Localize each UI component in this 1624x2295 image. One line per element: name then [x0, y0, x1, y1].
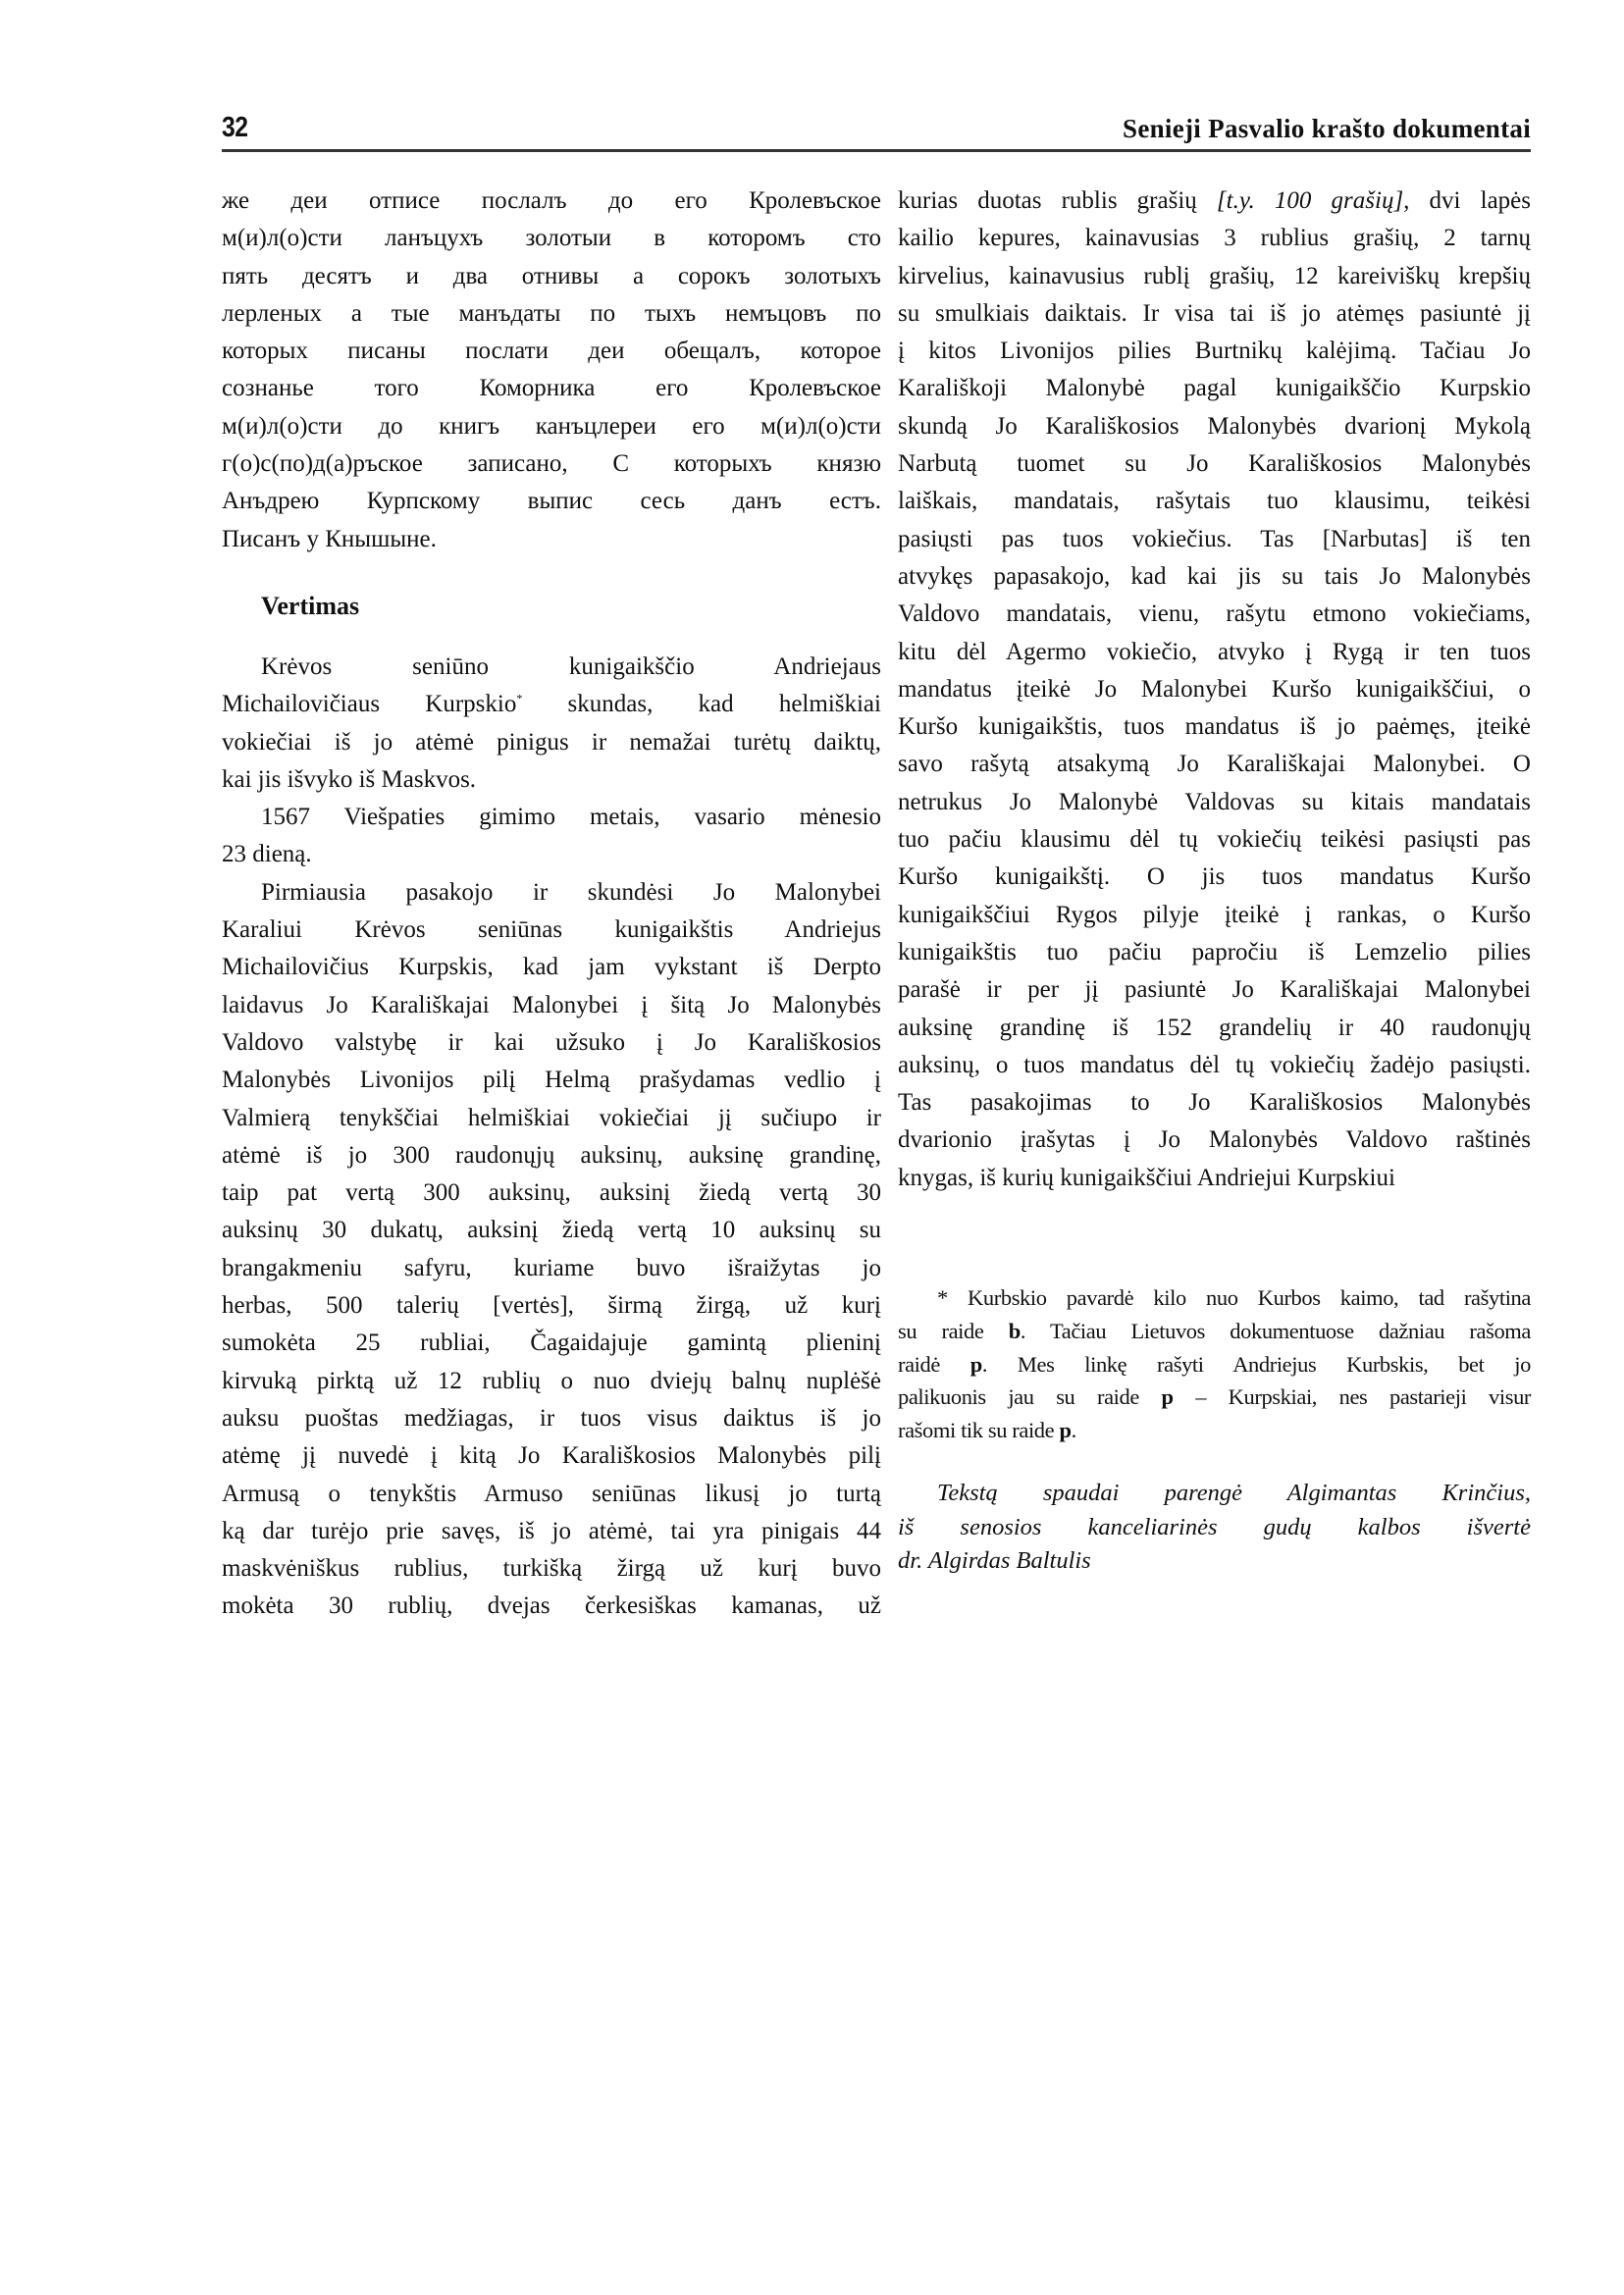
text-line: auksu puoštas medžiagas, ir tuos visus daiktus iš jo [222, 1404, 881, 1432]
text-line: vokiečiai iš jo atėmė pinigus ir nemažai turėtų daiktų, [222, 728, 881, 756]
text-line: Michailovičius Kurpskis, kad jam vykstant iš Derpto [222, 954, 881, 981]
text-line: ką dar turėjo prie savęs, iš jo atėmė, tai yra pinigais 44 [222, 1517, 881, 1544]
date-paragraph [222, 799, 881, 874]
original-cyrillic-text [222, 183, 881, 558]
text-line: 1567 Viešpaties gimimo metais, vasario mėnesio [261, 804, 881, 831]
text-line: brangakmeniu safyru, kuriame buvo išraižytas jo [222, 1254, 881, 1281]
header-rule [222, 149, 1531, 152]
text-line: же деи отписе послалъ до его Кролевъское [222, 187, 881, 214]
text-line: Narbutą tuomet su Jo Karališkosios Malonybės [898, 450, 1531, 478]
text-line: Karaliui Krėvos seniūnas kunigaikštis Andriejus [222, 916, 881, 944]
text-line: Valmierą tenykščiai helmiškiai vokiečiai jį sučiupo ir [222, 1104, 881, 1131]
text-line: лерленых а тые манъдаты по тыхъ немъцовъ по [222, 299, 881, 327]
text-line: 23 dieną. [222, 841, 312, 868]
text-line: Писанъ у Кнышыне. [222, 525, 437, 552]
text-line: Valdovo mandatais, vienu, rašytu etmono vokiečiams, [898, 600, 1531, 628]
text-line: kirvuką pirktą už 12 rublių o nuo dviejų balnų nuplėšė [222, 1367, 881, 1394]
text-line: Tas pasakojimas to Jo Karališkosios Malonybės [898, 1089, 1531, 1117]
text-line: netrukus Jo Malonybė Valdovas su kitais mandatais [898, 788, 1531, 815]
text-line: auksinę grandinę iš 152 grandelių ir 40 raudonųjų [898, 1014, 1531, 1041]
text-line: Armusą o tenykštis Armuso seniūnas likusį jo turtą [222, 1480, 881, 1507]
text-line: kunigaikštis tuo pačiu papročiu iš Lemzelio pilies [898, 938, 1531, 965]
text-line: į kitos Livonijos pilies Burtnikų kalėjimą. Tačiau Jo [898, 338, 1531, 365]
text-line: Valdovo valstybę ir kai užsuko į Jo Karališkosios [222, 1028, 881, 1056]
text-line: Krėvos seniūno kunigaikščio Andriejaus [261, 652, 881, 680]
footnote-line: su raide b. Tačiau Lietuvos dokumentuose dažniau rašoma [898, 1318, 1531, 1343]
text-line: Kuršo kunigaikštį. O jis tuos mandatus Kuršo [898, 863, 1531, 891]
translation-title [222, 649, 881, 799]
text-line: parašė ir per jį pasiuntė Jo Karališkajai Malonybei [898, 976, 1531, 1004]
text-line: kurias duotas rublis grašių [t.y. 100 grašių], dvi lapės [898, 187, 1531, 214]
credit-line: dr. Algirdas Baltulis [898, 1547, 1091, 1574]
text-line: kai jis išvyko iš Maskvos. [222, 765, 477, 793]
text-line: пять десятъ и два отнивы а сорокъ золотыхъ [222, 262, 881, 289]
text-line: laidavus Jo Karališkajai Malonybei į šitą Jo Malonybės [222, 991, 881, 1018]
text-line: atėmė iš jo 300 raudonųjų auksinų, auksinę grandinę, [222, 1141, 881, 1169]
text-line: atėmę jį nuvedė į kitą Jo Karališkosios Malonybės pilį [222, 1442, 881, 1470]
running-title: Senieji Pasvalio krašto dokumentai [1123, 114, 1531, 143]
footnote-marker[interactable]: * [516, 691, 523, 705]
text-line: Pirmiausia pasakojo ir skundėsi Jo Malonybei [261, 878, 881, 906]
text-line: kailio kepures, kainavusias 3 rublius grašių, 2 tarnų [898, 225, 1531, 252]
text-line: kunigaikščiui Rygos pilyje įteikė į rankas, o Kuršo [898, 901, 1531, 928]
text-line: которых писаны послати деи обещалъ, которое [222, 338, 881, 365]
footnote-line: raidė p. Mes linkę rašyti Andriejus Kurbskis, bet jo [898, 1351, 1531, 1377]
credit-line: iš senosios kanceliarinės gudų kalbos išvertė [898, 1513, 1531, 1540]
text-line: mandatus įteikė Jo Malonybei Kuršo kunigaikščiui, o [898, 675, 1531, 703]
text-line: taip pat vertą 300 auksinų, auksinį žiedą vertą 30 [222, 1179, 881, 1207]
footnote-line: * Kurbskio pavardė kilo nuo Kurbos kaimo, tad rašytina [937, 1285, 1531, 1310]
page-number: 32 [222, 112, 248, 143]
footnote-line: rašomi tik su raide p. [898, 1418, 1076, 1443]
text-line: auksinų, o tuos mandatus dėl tų vokiečių žadėjo pasiųsti. [898, 1051, 1531, 1078]
text-line: skundą Jo Karališkosios Malonybės dvarionį Mykolą [898, 412, 1531, 440]
text-line: м(и)л(о)сти ланъцухъ золотыи в которомъ сто [222, 225, 881, 252]
text-line: dvarionio įrašytas į Jo Malonybės Valdovo raštinės [898, 1126, 1531, 1154]
text-line: knygas, iš kurių kunigaikščiui Andriejui Kurpskiui [898, 1164, 1395, 1191]
text-line: savo rašytą atsakymą Jo Karališkajai Malonybei. O [898, 751, 1531, 778]
body-paragraph [222, 874, 881, 1626]
text-line: Malonybės Livonijos pilį Helmą prašydamas vedlio į [222, 1067, 881, 1094]
right-column [898, 183, 1531, 1197]
text-line: сознанье того Коморника его Кролевъское [222, 375, 881, 402]
footnote-line: palikuonis jau su raide p – Kurpskiai, nes pastarieji visur [898, 1384, 1532, 1410]
section-heading: Vertimas [261, 591, 360, 620]
text-line: herbas, 500 talerių [vertės], širmą žirgą, už kurį [222, 1292, 881, 1320]
text-line: kitu dėl Agermo vokiečio, atvyko į Rygą ir ten tuos [898, 638, 1531, 665]
text-line: м(и)л(о)сти до книгъ канъцлереи его м(и)л(о)сти [222, 412, 881, 440]
text-line: Анъдрею Курпскому выпис сесь данъ естъ. [222, 488, 881, 515]
text-line: tuo pačiu klausimu dėl tų vokiečių teikėsi pasiųsti pas [898, 826, 1531, 854]
text-line: pasiųsti pas tuos vokiečius. Tas [Narbutas] iš ten [898, 525, 1531, 552]
left-column [222, 183, 881, 1626]
text-line: auksinų 30 dukatų, auksinį žiedą vertą 10 auksinų su [222, 1217, 881, 1244]
text-line: maskvėniškus rublius, turkišką žirgą už kurį buvo [222, 1555, 881, 1583]
text-line: su smulkiais daiktais. Ir visa tai iš jo atėmęs pasiuntė jį [898, 299, 1531, 327]
text-line: laiškais, mandatais, rašytais tuo klausimu, teikėsi [898, 488, 1531, 515]
text-line: Karališkoji Malonybė pagal kunigaikščio Kurpskio [898, 375, 1531, 402]
text-line: atvykęs papasakojo, kad kai jis su tais Jo Malonybės [898, 562, 1531, 590]
text-line: sumokėta 25 rubliai, Čagaidajuje gamintą plieninį [222, 1330, 881, 1357]
page-header [222, 110, 1531, 153]
footnote [898, 1281, 1531, 1447]
text-line: г(о)с(по)д(а)ръское записано, С которыхъ князю [222, 450, 881, 478]
credit-line: Tekstą spaudai parengė Algimantas Krinčius, [937, 1480, 1531, 1506]
text-line: Michailovičiaus Kurpskio* skundas, kad helmiškiai [222, 691, 881, 718]
text-line: Kuršo kunigaikštis, tuos mandatus iš jo paėmęs, įteikė [898, 713, 1531, 741]
text-line: kirvelius, kainavusius rublį grašių, 12 kareiviškų krepšių [898, 262, 1531, 289]
editor-credit [898, 1477, 1531, 1579]
text-line: mokėta 30 rublių, dvejas čerkesiškas kamanas, už [222, 1592, 881, 1620]
